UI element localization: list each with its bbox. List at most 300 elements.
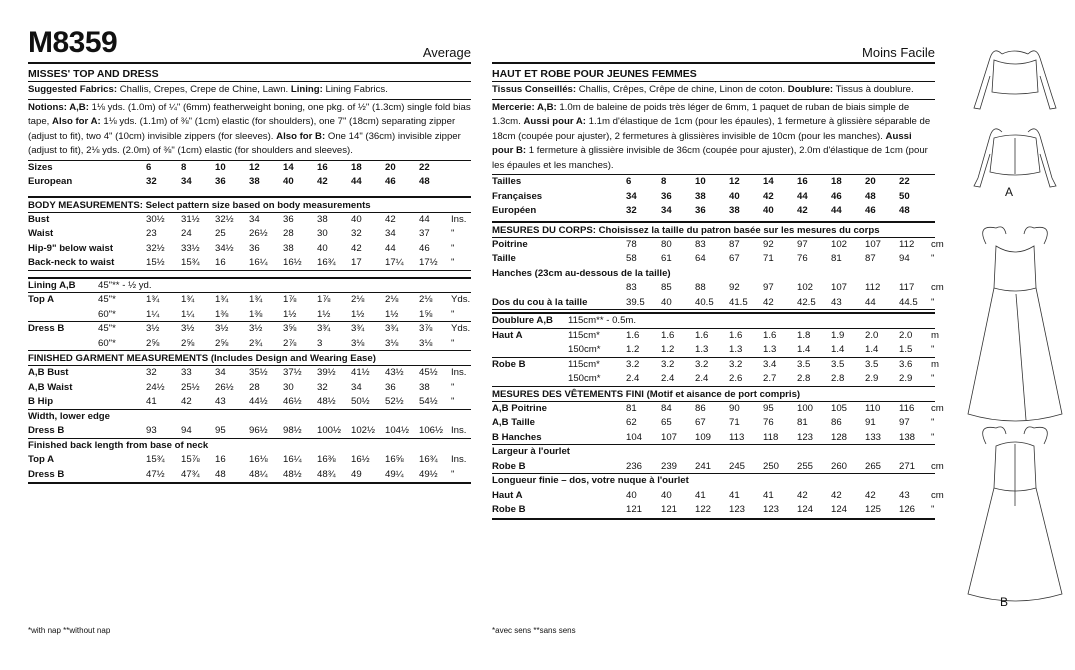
cell-value: 46 xyxy=(831,190,842,202)
cell-value: 49¼ xyxy=(385,468,404,480)
top-front-sketch xyxy=(974,51,1056,109)
cell-value: 46 xyxy=(419,242,430,254)
cell-value: 39.5 xyxy=(626,296,645,308)
cell-value: 50 xyxy=(899,190,910,202)
cell-value: 25 xyxy=(215,228,226,239)
body-measurements-title: MESURES DU CORPS: Choisissez la taille du patron basée sur les mesures du corps xyxy=(492,223,935,238)
cell-value: 37½ xyxy=(283,367,302,378)
width-table xyxy=(492,460,944,475)
cell-value: 3.2 xyxy=(695,358,709,370)
cell-value: 2.6 xyxy=(729,373,743,384)
table-row xyxy=(492,358,939,373)
cell-value: 36 xyxy=(283,213,294,225)
english-column xyxy=(28,26,471,484)
garment-sketches xyxy=(960,36,1070,636)
cell-value: 10 xyxy=(215,161,226,173)
row-label: Dress B xyxy=(28,425,65,436)
cell-value: 32½ xyxy=(215,213,234,225)
cell-value: 1¼ xyxy=(146,308,160,320)
cell-value: 3¾ xyxy=(317,323,331,334)
cell-value: 48½ xyxy=(317,396,336,407)
row-label: European xyxy=(28,176,73,187)
cell-value: 3⅞ xyxy=(419,323,433,334)
divider xyxy=(28,190,471,198)
finished-measurements-title: MESURES DES VÊTEMENTS FINI (Motif et aisance de port compris) xyxy=(492,387,935,402)
cell-value: 44½ xyxy=(249,396,268,407)
cell-value: 104 xyxy=(626,431,643,443)
cell-value: 14 xyxy=(763,176,774,187)
cell-value: 46½ xyxy=(283,396,302,407)
unit: Ins. xyxy=(451,454,467,465)
cell-value: 3¾ xyxy=(351,323,365,334)
cell-value: 40 xyxy=(317,242,328,254)
table-row xyxy=(28,395,471,410)
cell-value: 1.9 xyxy=(831,329,845,341)
row-label: Waist xyxy=(28,228,54,239)
cell-value: 42 xyxy=(385,213,396,225)
cell-value: 43 xyxy=(899,489,910,501)
notions-text: Notions: A,B: 1⅛ yds. (1.0m) of ¼" (6mm) featherweight boning, one pkg. of ½" (1.3cm) single fold bias tape, Also for A: 1⅛ yds. (1.1m) of ⅜" (1cm) elastic (for shoulders), one 7" (18cm) separating zipper (adjust to fit), two 4" (10cm) invisible zippers (for sleeves). Also for B: One 14" (36cm) invisible zipper (adjust to fit), 2⅛ yds. (2.0m) of ⅜" (1cm) elastic (for shoulders and sleeves). xyxy=(28,100,471,161)
cell-value: 16¾ xyxy=(317,257,336,268)
cell-value: 3⅛ xyxy=(385,337,399,349)
footnote: *avec sens **sans sens xyxy=(492,626,576,635)
french-column xyxy=(492,30,944,520)
cell-value: 12 xyxy=(729,176,740,187)
unit: " xyxy=(451,337,455,349)
cell-value: 54½ xyxy=(419,396,438,407)
cell-value: 3½ xyxy=(215,323,229,334)
cell-value: 87 xyxy=(865,253,876,264)
cell-value: 102½ xyxy=(351,425,376,436)
fabric-width: 60"* xyxy=(98,308,116,320)
cell-value: 3.5 xyxy=(831,358,845,370)
cell-value: 104½ xyxy=(385,425,410,436)
cell-value: 38 xyxy=(317,213,328,225)
width-heading: Largeur à l'ourlet xyxy=(492,446,570,457)
table-row xyxy=(28,175,471,190)
cell-value: 76 xyxy=(763,417,774,428)
cell-value: 2⅛ xyxy=(419,294,433,305)
cell-value: 44 xyxy=(419,213,430,225)
cell-value: 123 xyxy=(763,504,780,515)
cell-value: 109 xyxy=(695,431,712,443)
cell-value: 105 xyxy=(831,402,848,414)
cell-value: 41 xyxy=(695,489,706,501)
unit: cm xyxy=(931,282,944,293)
cell-value: 3.2 xyxy=(729,358,743,370)
cell-value: 15¾ xyxy=(181,257,200,268)
cell-value: 42 xyxy=(181,396,192,407)
cell-value: 1.8 xyxy=(797,329,811,341)
cell-value: 128 xyxy=(831,431,848,443)
cell-value: 239 xyxy=(661,460,678,472)
cell-value: 16⅛ xyxy=(249,454,268,465)
cell-value: 43 xyxy=(831,296,842,308)
cell-value: 126 xyxy=(899,504,916,515)
table-row xyxy=(28,227,471,242)
cell-value: 92 xyxy=(763,238,774,250)
row-label: A,B Waist xyxy=(28,381,73,393)
cell-value: 87 xyxy=(729,238,740,250)
cell-value: 83 xyxy=(626,282,637,293)
width-table xyxy=(28,424,471,439)
cell-value: 48 xyxy=(215,468,226,480)
cell-value: 16½ xyxy=(351,454,370,465)
notions-text: Mercerie: A,B: 1.0m de baleine de poids très léger de 6mm, 1 paquet de ruban de biais simple de 1.3cm. Aussi pour A: 1.1m d'élastique de 1cm (pour les épaules), 1 fermeture à glissière séparable de 18cm (coupée pour ajuster), 2 fermetures à glissières invisible de 10cm (pour les manches). Aussi pour B: 1 fermeture à glissière invisible de 36cm (coupée pour ajuster), 2.0m d'élastique de 1cm (pour les épaules et les manches). xyxy=(492,100,935,176)
cell-value: 83 xyxy=(695,238,706,250)
unit: " xyxy=(931,373,935,384)
cell-value: 20 xyxy=(865,176,876,187)
table-row xyxy=(492,190,935,205)
cell-value: 64 xyxy=(695,253,706,264)
cell-value: 1¾ xyxy=(146,294,160,305)
cell-value: 112 xyxy=(865,282,881,293)
cell-value: 1.5 xyxy=(899,344,913,355)
cell-value: 44 xyxy=(831,205,842,216)
cell-value: 86 xyxy=(831,417,842,428)
unit: cm xyxy=(931,238,944,250)
row-label: Back-neck to waist xyxy=(28,257,115,268)
difficulty-level: Average xyxy=(422,45,471,60)
cell-value: 265 xyxy=(865,460,882,472)
unit: " xyxy=(451,228,455,239)
cell-value: 49½ xyxy=(419,468,438,480)
row-label: Dos du cou à la taille xyxy=(492,296,588,308)
cell-value: 2.4 xyxy=(695,373,709,384)
cell-value: 17¼ xyxy=(385,257,404,268)
unit: cm xyxy=(931,402,944,414)
table-row xyxy=(492,204,935,219)
cell-value: 33 xyxy=(181,367,192,378)
table-row xyxy=(28,337,471,352)
cell-value: 41 xyxy=(763,489,774,501)
row-label: Robe B xyxy=(492,504,526,515)
cell-value: 40 xyxy=(661,296,672,308)
hips-heading: Hanches (23cm au-dessous de la taille) xyxy=(492,267,671,279)
cell-value: 2.0 xyxy=(865,329,879,341)
table-row xyxy=(28,242,471,257)
cell-value: 71 xyxy=(729,417,740,428)
cell-value: 1.3 xyxy=(695,344,709,355)
cell-value: 14 xyxy=(283,161,294,173)
cell-value: 271 xyxy=(899,460,916,472)
cell-value: 48¼ xyxy=(249,468,268,480)
cell-value: 12 xyxy=(249,161,260,173)
cell-value: 81 xyxy=(626,402,637,414)
table-row xyxy=(28,453,471,468)
cell-value: 3.2 xyxy=(626,358,640,370)
cell-value: 95 xyxy=(215,425,226,436)
cell-value: 110 xyxy=(865,402,881,414)
cell-value: 1.6 xyxy=(729,329,743,341)
table-row xyxy=(492,281,944,296)
cell-value: 38 xyxy=(419,381,430,393)
difficulty-level: Moins Facile xyxy=(862,45,935,60)
cell-value: 2⅝ xyxy=(146,337,160,349)
cell-value: 255 xyxy=(797,460,814,472)
cell-value: 94 xyxy=(181,425,192,436)
cell-value: 78 xyxy=(626,238,637,250)
cell-value: 32 xyxy=(146,367,157,378)
cell-value: 26½ xyxy=(249,228,268,239)
cell-value: 22 xyxy=(419,161,430,173)
section-title: HAUT ET ROBE POUR JEUNES FEMMES xyxy=(492,64,935,82)
cell-value: 90 xyxy=(729,402,740,414)
cell-value: 38 xyxy=(729,205,740,216)
cell-value: 1.2 xyxy=(661,344,675,355)
cell-value: 100 xyxy=(797,402,814,414)
cell-value: 22 xyxy=(899,176,910,187)
cell-value: 2.0 xyxy=(899,329,913,341)
cell-value: 2⅝ xyxy=(181,337,195,349)
cell-value: 48 xyxy=(899,205,910,216)
cell-value: 16⅝ xyxy=(385,454,404,465)
cell-value: 32 xyxy=(626,205,637,216)
cell-value: 1¼ xyxy=(181,308,195,320)
fabric-width: 45"* xyxy=(98,294,116,305)
cell-value: 1.3 xyxy=(729,344,743,355)
table-row xyxy=(28,256,471,271)
cell-value: 3½ xyxy=(146,323,160,334)
cell-value: 2⅞ xyxy=(283,337,297,349)
cell-value: 36 xyxy=(661,190,672,202)
unit: Yds. xyxy=(451,294,471,305)
row-label: Robe B xyxy=(492,358,526,370)
unit: Ins. xyxy=(451,425,467,436)
unit: " xyxy=(931,296,935,308)
cell-value: 245 xyxy=(729,460,746,472)
cell-value: 2.8 xyxy=(797,373,811,384)
unit: " xyxy=(451,257,455,268)
cell-value: 34 xyxy=(215,367,226,378)
cell-value: 26½ xyxy=(215,381,234,393)
cell-value: 96½ xyxy=(249,425,268,436)
row-label: Poitrine xyxy=(492,238,528,250)
cell-value: 1.6 xyxy=(661,329,675,341)
cell-value: 43 xyxy=(215,396,226,407)
cell-value: 16 xyxy=(797,176,808,187)
lining-row: Doublure A,B 115cm** - 0.5m. xyxy=(492,314,935,329)
cell-value: 16¼ xyxy=(283,454,302,465)
cell-value: 24 xyxy=(181,228,192,239)
cell-value: 23 xyxy=(146,228,157,239)
table-row xyxy=(492,252,935,267)
cell-value: 46 xyxy=(865,205,876,216)
cell-value: 85 xyxy=(661,282,672,293)
cell-value: 44 xyxy=(351,176,362,187)
cell-value: 42 xyxy=(351,242,362,254)
cell-value: 1.6 xyxy=(626,329,640,341)
row-label: Taille xyxy=(492,253,516,264)
cell-value: 125 xyxy=(865,504,882,515)
cell-value: 45½ xyxy=(419,367,438,378)
cell-value: 1⅞ xyxy=(283,294,297,305)
cell-value: 30½ xyxy=(146,213,165,225)
cell-value: 40.5 xyxy=(695,296,714,308)
back-length-heading: Finished back length from base of neck xyxy=(28,439,209,451)
table-row xyxy=(28,322,471,337)
cell-value: 3½ xyxy=(181,323,195,334)
cell-value: 48 xyxy=(865,190,876,202)
row-label: Tailles xyxy=(492,176,522,187)
cell-value: 94 xyxy=(899,253,910,264)
cell-value: 34 xyxy=(385,228,396,239)
fabric-width: 115cm* xyxy=(568,329,600,341)
fabric-width: 45"* xyxy=(98,323,116,334)
cell-value: 42 xyxy=(865,489,876,501)
cell-value: 1⅝ xyxy=(419,308,433,320)
unit: " xyxy=(451,242,455,254)
cell-value: 16 xyxy=(215,454,226,465)
cell-value: 116 xyxy=(899,402,915,414)
cell-value: 8 xyxy=(181,161,187,173)
cell-value: 38 xyxy=(283,242,294,254)
row-label: Françaises xyxy=(492,190,543,202)
cell-value: 65 xyxy=(661,417,672,428)
cell-value: 42 xyxy=(763,190,774,202)
yardage-table xyxy=(492,329,939,387)
cell-value: 62 xyxy=(626,417,637,428)
unit: " xyxy=(931,344,935,355)
fabric-width: 60"* xyxy=(98,337,116,349)
cell-value: 34 xyxy=(351,381,362,393)
dress-front-sketch xyxy=(968,227,1062,421)
table-row xyxy=(492,372,935,387)
view-b-label: B xyxy=(1000,595,1009,609)
fabric-width: 115cm* xyxy=(568,358,600,370)
cell-value: 81 xyxy=(831,253,842,264)
cell-value: 41 xyxy=(729,489,740,501)
cell-value: 33½ xyxy=(181,242,200,254)
cell-value: 2.7 xyxy=(763,373,777,384)
table-row xyxy=(492,503,935,518)
cell-value: 100½ xyxy=(317,425,342,436)
lining-row: Lining A,B 45"** - ½ yd. xyxy=(28,279,471,294)
row-label: Haut A xyxy=(492,489,523,501)
cell-value: 250 xyxy=(763,460,780,472)
cell-value: 112 xyxy=(899,238,915,250)
row-label: A,B Taille xyxy=(492,417,536,428)
cell-value: 92 xyxy=(729,282,740,293)
view-a-label: A xyxy=(1005,185,1014,199)
cell-value: 1⅞ xyxy=(317,294,331,305)
cell-value: 1¾ xyxy=(249,294,263,305)
dress-back-sketch xyxy=(968,427,1062,601)
cell-value: 43½ xyxy=(385,367,404,378)
sizes-table xyxy=(492,175,935,219)
cell-value: 16⅜ xyxy=(317,454,336,465)
table-row xyxy=(492,238,944,253)
fabric-width: 150cm* xyxy=(568,344,601,355)
unit: " xyxy=(451,396,455,407)
cell-value: 3⅛ xyxy=(419,337,433,349)
cell-value: 1.2 xyxy=(626,344,640,355)
row-label: Dress B xyxy=(28,468,65,480)
divider xyxy=(28,271,471,279)
cell-value: 93 xyxy=(146,425,157,436)
cell-value: 2.4 xyxy=(626,373,640,384)
cell-value: 2⅝ xyxy=(215,337,229,349)
cell-value: 3.4 xyxy=(763,358,777,370)
table-row xyxy=(492,402,944,417)
unit: cm xyxy=(931,489,944,501)
section-title: MISSES' TOP AND DRESS xyxy=(28,64,471,82)
finished-table xyxy=(492,402,944,446)
cell-value: 123 xyxy=(729,504,746,515)
cell-value: 117 xyxy=(899,282,915,293)
cell-value: 32 xyxy=(317,381,328,393)
table-row xyxy=(492,296,935,311)
cell-value: 28 xyxy=(249,381,260,393)
cell-value: 3.5 xyxy=(865,358,879,370)
cell-value: 3 xyxy=(317,337,323,349)
cell-value: 3.2 xyxy=(661,358,675,370)
cell-value: 48½ xyxy=(283,468,302,480)
cell-value: 124 xyxy=(831,504,848,515)
cell-value: 44.5 xyxy=(899,296,918,308)
cell-value: 1.3 xyxy=(763,344,777,355)
cell-value: 121 xyxy=(626,504,643,515)
body-measurements-table xyxy=(492,238,944,267)
cell-value: 2⅛ xyxy=(351,294,365,305)
cell-value: 133 xyxy=(865,431,882,443)
table-row xyxy=(28,213,471,228)
cell-value: 102 xyxy=(797,282,814,293)
body-measurements-table xyxy=(28,213,471,271)
table-row xyxy=(28,366,471,381)
cell-value: 37 xyxy=(419,228,430,239)
cell-value: 2.9 xyxy=(865,373,879,384)
back-length-table xyxy=(492,489,944,520)
cell-value: 32 xyxy=(146,176,157,187)
cell-value: 10 xyxy=(695,176,706,187)
cell-value: 30 xyxy=(317,228,328,239)
cell-value: 17½ xyxy=(419,257,438,268)
cell-value: 41 xyxy=(146,396,157,407)
finished-measurements-title: FINISHED GARMENT MEASUREMENTS (Includes Design and Wearing Ease) xyxy=(28,351,471,366)
cell-value: 1¾ xyxy=(181,294,195,305)
body-measurements-title: BODY MEASUREMENTS: Select pattern size based on body measurements xyxy=(28,198,471,213)
unit: cm xyxy=(931,460,944,472)
cell-value: 1½ xyxy=(283,308,297,320)
table-row xyxy=(492,431,935,446)
cell-value: 42 xyxy=(797,489,808,501)
row-label: Européen xyxy=(492,205,537,216)
cell-value: 28 xyxy=(283,228,294,239)
row-label: Top A xyxy=(28,294,55,305)
unit: Ins. xyxy=(451,367,467,378)
cell-value: 40 xyxy=(661,489,672,501)
cell-value: 3½ xyxy=(249,323,263,334)
cell-value: 2.9 xyxy=(899,373,913,384)
cell-value: 107 xyxy=(865,238,882,250)
fabric-width: 150cm* xyxy=(568,373,601,384)
cell-value: 34 xyxy=(661,205,672,216)
cell-value: 15½ xyxy=(146,257,165,268)
cell-value: 32 xyxy=(351,228,362,239)
cell-value: 86 xyxy=(695,402,706,414)
table-row xyxy=(28,308,471,323)
cell-value: 8 xyxy=(661,176,667,187)
table-row xyxy=(492,175,935,190)
footnote: *with nap **without nap xyxy=(28,626,111,635)
top-back-sketch xyxy=(974,129,1056,187)
unit: " xyxy=(931,504,935,515)
cell-value: 3.6 xyxy=(899,358,913,370)
cell-value: 42 xyxy=(317,176,328,187)
cell-value: 6 xyxy=(146,161,152,173)
cell-value: 36 xyxy=(695,205,706,216)
